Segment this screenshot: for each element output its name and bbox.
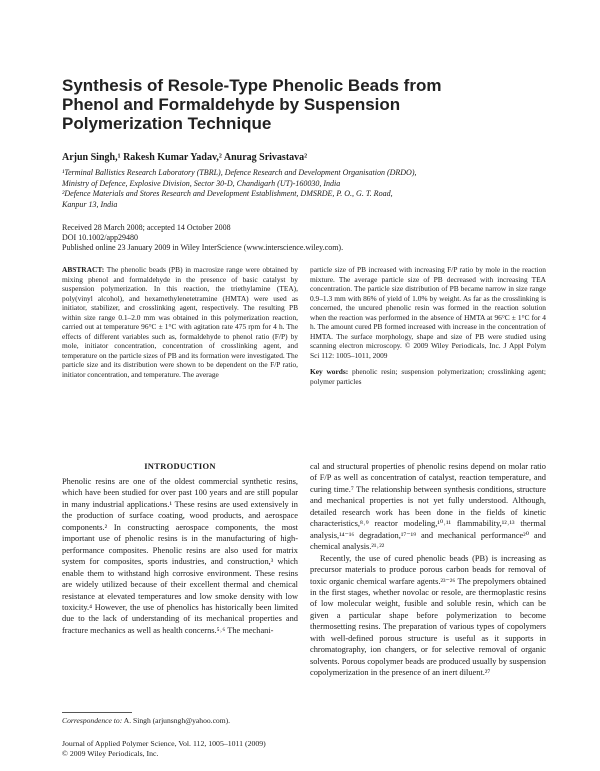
- abstract-text-right: particle size of PB increased with increasing F/P ratio by mole in the reaction mixture. The average particle size of PB decreased with increasing TEA concentration. The particle size distribution of PB became narrow in size range 0.9–1.3 mm with 86% of yield of 1.0% by weight. As far as the crosslinking is concerned, the uncured phenolic resin was formed in the reaction solution when the reaction was performed in the absence of HMTA at 96°C ± 1°C for 4 h. The amount cured PB formed increased with increase in the concentration of HMTA. The surface morphology, shape and size of PB were studied using scanning electron microscopy. © 2009 Wiley Periodicals, Inc. J Appl Polym Sci 112: 1005–1011, 2009: [310, 265, 546, 360]
- abstract-text-left: The phenolic beads (PB) in macrosize range were obtained by mixing phenol and formaldehyde in the presence of basic catalyst by suspension polymerization. In this reaction, the triethylamine (TEA), poly(vinyl alcohol), and hexamethylenetetramine (HMTA) were used as initiator, stabilizer, and crosslinking agent, respectively. The resulting PB within size range 0.1–2.0 mm was obtained in this polymerization reaction, carried out at temperature 96°C ± 1°C with agitation rate 475 rpm for 4 h. The effects of different variables such as, formaldehyde to phenol ratio (F/P) by mole, initiator concentration, concentration of crosslinking agent, and temperature on the particle sizes of PB and its formation were investigated. The particle size and its distribution were shown to be dependent on the F/P ratio, initiator concentration, and temperature. The average: [62, 265, 298, 380]
- doi: DOI 10.1002/app29480: [62, 233, 138, 243]
- title-line-3: Polymerization Technique: [62, 114, 272, 133]
- copyright-line: © 2009 Wiley Periodicals, Inc.: [62, 749, 159, 758]
- body-right-column: [310, 461, 546, 679]
- correspondence-note: [62, 716, 298, 725]
- received-date: Received 28 March 2008; accepted 14 October 2008: [62, 223, 231, 232]
- introduction-heading: INTRODUCTION: [144, 461, 216, 471]
- correspondence-email: A. Singh (arjunsngh@yahoo.com).: [123, 716, 231, 725]
- affiliation-line: Ministry of Defence, Explosive Division, Sector 30-D, Chandigarh (UT)-160030, India: [62, 178, 341, 188]
- journal-citation: [62, 739, 298, 759]
- article-title: [62, 76, 502, 133]
- abstract-heading: ABSTRACT:: [62, 265, 105, 274]
- title-line-2: Phenol and Formaldehyde by Suspension: [62, 95, 401, 114]
- author-list: Arjun Singh,¹ Rakesh Kumar Yadav,² Anurag Srivastava²: [62, 152, 308, 163]
- keywords-list: phenolic resin; suspension polymerization; crosslinking agent; polymer particles: [310, 367, 546, 387]
- journal-line: Journal of Applied Polymer Science, Vol. 112, 1005–1011 (2009): [62, 739, 266, 748]
- keywords: [310, 367, 546, 386]
- abstract-right-column: [310, 265, 546, 387]
- body-left-column: [62, 476, 298, 636]
- title-line-1: Synthesis of Resole-Type Phenolic Beads from: [62, 76, 442, 95]
- intro-paragraph: Recently, the use of cured phenolic beads (PB) is increasing as precursor materials to produce porous carbon beads for removal of toxic organic chemical warfare agents.²³⁻²⁶ The prepolymers obtained in the first stages, whether novolac or resole, are thermoplastic resins of low molecular weight, fusible and soluble resin, which can be given a particular shape before polymerization to become thermosetting resins. The preparation of various types of copolymers with well-defined porous structure is useful as it supports in chromatography, ion changers, or for selective removal of organic solvents. Porous copolymer beads are produced usually by suspension copolymerization in the presence of an inert diluent.²⁷: [310, 553, 546, 678]
- affiliation-line: ²Defence Materials and Stores Research and Development Establishment, DMSRDE, P. O., G. T. Road,: [62, 189, 393, 198]
- affiliation-line: Kanpur 13, India: [62, 199, 118, 209]
- publication-history: [62, 223, 542, 254]
- published-online: Published online 23 January 2009 in Wiley InterScience (www.interscience.wiley.com).: [62, 243, 344, 253]
- intro-paragraph: Phenolic resins are one of the oldest commercial synthetic resins, which have been studied for over past 100 years and are still popular in many industrial applications.¹ These resins are used extensively in the production of surface coating, wood products, and aerospace components.² In constructing aerospace components, the most important use of phenolic resins is in the manufacturing of high-performance composites. Phenolic resins are also used for matrix system for composites, sports industries, and construction,³ which enable them to withstand high corrosive environment. These resins are widely utilized because of their excellent thermal and chemical resistance at elevated temperatures and low smoke density with low toxicity.⁴ However, the use of phenolics has historically been limited due to the lack of understanding of its mechanical properties and fracture mechanics as well as health concerns.⁵˒⁶ The mechani-: [62, 477, 298, 635]
- affiliation-line: ¹Terminal Ballistics Research Laboratory (TBRL), Defence Research and Development Organisation (DRDO),: [62, 168, 417, 177]
- abstract-left-column: [62, 265, 298, 380]
- affiliations: [62, 168, 542, 210]
- correspondence-label: Correspondence to:: [62, 716, 123, 725]
- footnote-divider: [62, 712, 132, 713]
- keywords-label: Key words:: [310, 367, 349, 377]
- intro-paragraph-continued: cal and structural properties of phenolic resins depend on molar ratio of F/P as well as concentration of catalyst, reaction temperature, and curing time.⁷ The relationship between synthesis conditions, structure and mechanical properties is not yet fully understood. Although, detailed research work has been done in the fields of kinetic characteristics,⁸˒⁹ reactor modeling,¹⁰˒¹¹ flammability,¹²˒¹³ thermal analysis,¹⁴⁻¹⁶ degradation,¹⁷⁻¹⁹ and mechanical performance²⁰ and chemical analysis.²¹˒²²: [310, 462, 546, 552]
